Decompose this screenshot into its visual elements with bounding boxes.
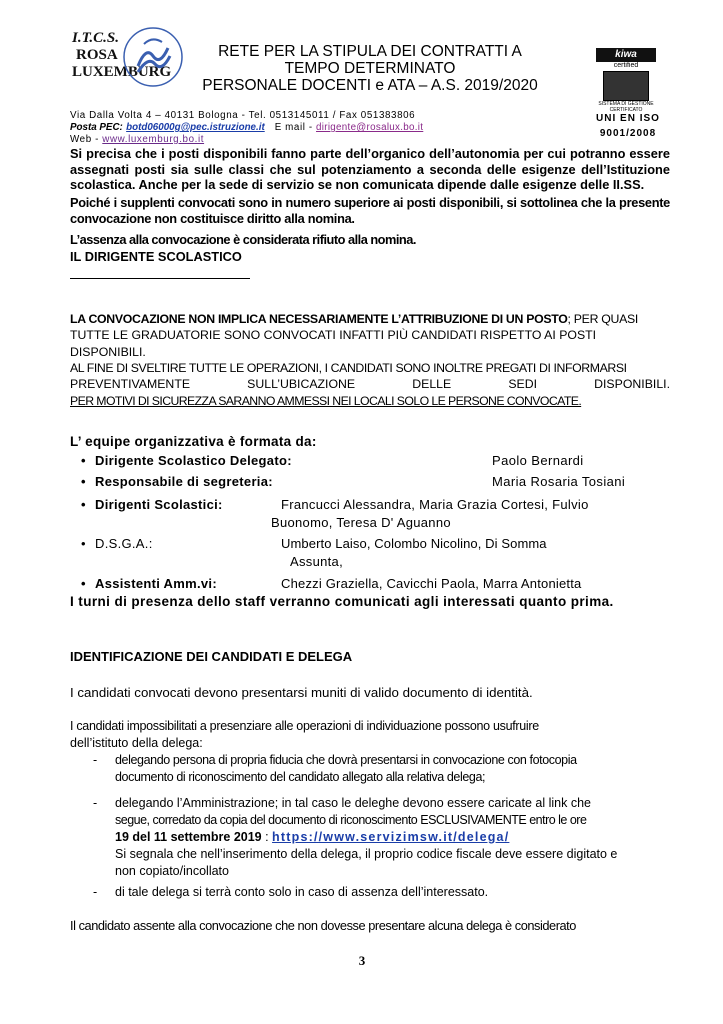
delega-line: segue, corredato da copia del documento di riconoscimento ESCLUSIVAMENTE entro le ore <box>115 813 587 827</box>
staff-item-dsga: • D.S.G.A.: <box>81 536 153 551</box>
notice-line-2: TUTTE LE GRADUATORIE SONO CONVOCATI INFATTI PIÙ CANDIDATI RISPETTO AI POSTI <box>70 328 597 342</box>
delega-separator: : <box>261 830 273 844</box>
staff-item-responsabile: • Responsabile di segreteria: <box>81 474 273 489</box>
email-link[interactable]: dirigente@rosalux.bo.it <box>316 122 424 133</box>
staff-role: Dirigenti Scolastici: <box>95 497 223 512</box>
notice-line-5: PREVENTIVAMENTE SULL’UBICAZIONE DELLE SEDI DISPONIBILI. <box>70 377 670 391</box>
uni-iso-badge <box>588 111 668 141</box>
kiwa-label: kiwa <box>596 48 656 62</box>
header-title-line3: PERSONALE DOCENTI e ATA – A.S. 2019/2020 <box>202 77 538 94</box>
kiwa-seal-icon <box>603 71 649 101</box>
school-address: Via Dalla Volta 4 – 40131 Bologna - Tel. 0513145011 / Fax 051383806 <box>70 110 416 121</box>
staff-names: Francucci Alessandra, Maria Grazia Cortesi, Fulvio <box>281 497 589 512</box>
identification-p2a: I candidati impossibilitati a presenziare alle operazioni di individuazione possono usufruire <box>70 719 539 733</box>
pec-link[interactable]: botd06000g@pec.istruzione.it <box>126 122 265 133</box>
delega-line: delegando l’Amministrazione; in tal caso le deleghe devono essere caricate al link che <box>115 796 591 810</box>
staff-role: Responsabile di segreteria: <box>95 474 273 489</box>
logo-text-rosa: ROSA <box>76 47 118 63</box>
notice-line-3: DISPONIBILI. <box>70 345 146 359</box>
signature-line <box>70 278 250 279</box>
web-line <box>70 134 204 146</box>
header-title <box>190 43 550 94</box>
staff-role: D.S.G.A.: <box>95 536 153 551</box>
staff-role: Assistenti Amm.vi: <box>95 576 217 591</box>
delega-line: di tale delega si terrà conto solo in caso di assenza dell’interessato. <box>115 885 489 899</box>
staff-names: Umberto Laiso, Colombo Nicolino, Di Somma <box>281 536 547 551</box>
kiwa-certification-logo <box>596 48 656 113</box>
signature-title: IL DIRIGENTE SCOLASTICO <box>70 249 242 264</box>
web-link[interactable]: www.luxemburg.bo.it <box>102 134 205 145</box>
web-label: Web - <box>70 134 99 145</box>
header-title-line2: TEMPO DETERMINATO <box>284 60 456 77</box>
kiwa-system-text: SISTEMA DI GESTIONE CERTIFICATO <box>598 101 654 113</box>
notice-line-6: PER MOTIVI DI SICUREZZA SARANNO AMMESSI NEI LOCALI SOLO LE PERSONE CONVOCATE. <box>70 394 582 408</box>
uni-line2: 9001/2008 <box>599 128 657 139</box>
staff-role: Dirigente Scolastico Delegato: <box>95 453 292 468</box>
delega-line: Si segnala che nell’inserimento della delega, il proprio codice fiscale deve essere digitato e <box>115 847 618 861</box>
notice-line-4: AL FINE DI SVELTIRE TUTTE LE OPERAZIONI, I CANDIDATI SONO INOLTRE PREGATI DI INFORMARSI <box>70 361 627 375</box>
intro-paragraph-1: Si precisa che i posti disponibili fanno parte dell’organico dell’autonomia per cui potranno essere assegnati posti sia sulle classi che sul potenziamento a seconda delle esigenze dell’Istituzione scolastica. Anche per la sede di servizio se non comunicata dipende dalle esigenze delle II.SS. <box>70 146 670 192</box>
delega-item-note: - di tale delega si terrà conto solo in caso di assenza dell’interessato. <box>115 884 675 901</box>
delega-item-amministrazione: - delegando l’Amministrazione; in tal caso le deleghe devono essere caricate al link che segue, corredato da copia del documento di riconoscimento ESCLUSIVAMENTE entro le ore 19 del 11 settembre 2019 : https://www.servizimsw.it/delega/ Si segnala che nell’inserimento della delega, il proprio codice fiscale deve essere digitato e non copiato/incollato <box>115 795 675 880</box>
staff-heading: L’ equipe organizzativa è formata da: <box>70 434 317 449</box>
delega-line: documento di riconoscimento del candidato allegato alla relativa delega; <box>115 770 486 784</box>
delega-line: delegando persona di propria fiducia che dovrà presentarsi in convocazione con fotocopia <box>115 753 577 767</box>
page-number: 3 <box>358 953 366 968</box>
staff-names: Chezzi Graziella, Cavicchi Paola, Marra Antonietta <box>281 576 582 591</box>
notice-line-1 <box>70 312 670 328</box>
staff-names: Paolo Bernardi <box>492 453 584 468</box>
identification-p1: I candidati convocati devono presentarsi muniti di valido documento di identità. <box>70 685 533 700</box>
notice-rest: ; PER QUASI <box>567 312 639 326</box>
school-emblem-icon <box>122 26 184 88</box>
delega-line: non copiato/incollato <box>115 864 229 878</box>
identification-p2b: dell’istituto della delega: <box>70 736 203 750</box>
delega-deadline-line <box>115 829 675 846</box>
notice-bold: LA CONVOCAZIONE NON IMPLICA NECESSARIAMENTE L’ATTRIBUZIONE DI UN POSTO <box>70 312 568 326</box>
kiwa-certified: certified <box>613 62 639 69</box>
email-label: E mail - <box>274 122 313 133</box>
pec-label: Posta PEC: <box>70 122 123 133</box>
logo-text-luxemburg: LUXEMBURG <box>72 64 172 80</box>
identification-heading: IDENTIFICAZIONE DEI CANDIDATI E DELEGA <box>70 649 353 664</box>
staff-note: I turni di presenza dello staff verranno comunicati agli interessati quanto prima. <box>70 594 614 609</box>
delega-item-persona: - delegando persona di propria fiducia che dovrà presentarsi in convocazione con fotocopia documento di riconoscimento del candidato allegato alla relativa delega; <box>115 752 675 786</box>
staff-item-dirigenti: • Dirigenti Scolastici: <box>81 497 223 512</box>
intro-paragraph-3: L’assenza alla convocazione è considerata rifiuto alla nomina. <box>70 232 416 247</box>
contact-line <box>70 122 423 134</box>
logo-text-itcs: I.T.C.S. <box>72 30 119 46</box>
intro-paragraph-2: Poiché i supplenti convocati sono in numero superiore ai posti disponibili, si sottolinea che la presente convocazione non costituisce diritto alla nomina. <box>70 195 670 226</box>
school-logo <box>72 26 192 106</box>
delega-upload-link[interactable]: https://www.servizimsw.it/delega/ <box>272 830 510 844</box>
header-title-line1: RETE PER LA STIPULA DEI CONTRATTI A <box>218 43 522 60</box>
staff-names-cont: Assunta, <box>290 554 343 569</box>
staff-item-dirigente-delegato: • Dirigente Scolastico Delegato: <box>81 453 292 468</box>
uni-line1: UNI EN ISO <box>596 113 660 124</box>
staff-names-cont: Buonomo, Teresa D' Aguanno <box>271 515 451 530</box>
identification-p3: Il candidato assente alla convocazione che non dovesse presentare alcuna delega è considerato <box>70 918 576 933</box>
staff-names: Maria Rosaria Tosiani <box>492 474 626 489</box>
staff-item-assistenti: • Assistenti Amm.vi: <box>81 576 217 591</box>
delega-deadline: 19 del 11 settembre 2019 <box>115 830 262 844</box>
